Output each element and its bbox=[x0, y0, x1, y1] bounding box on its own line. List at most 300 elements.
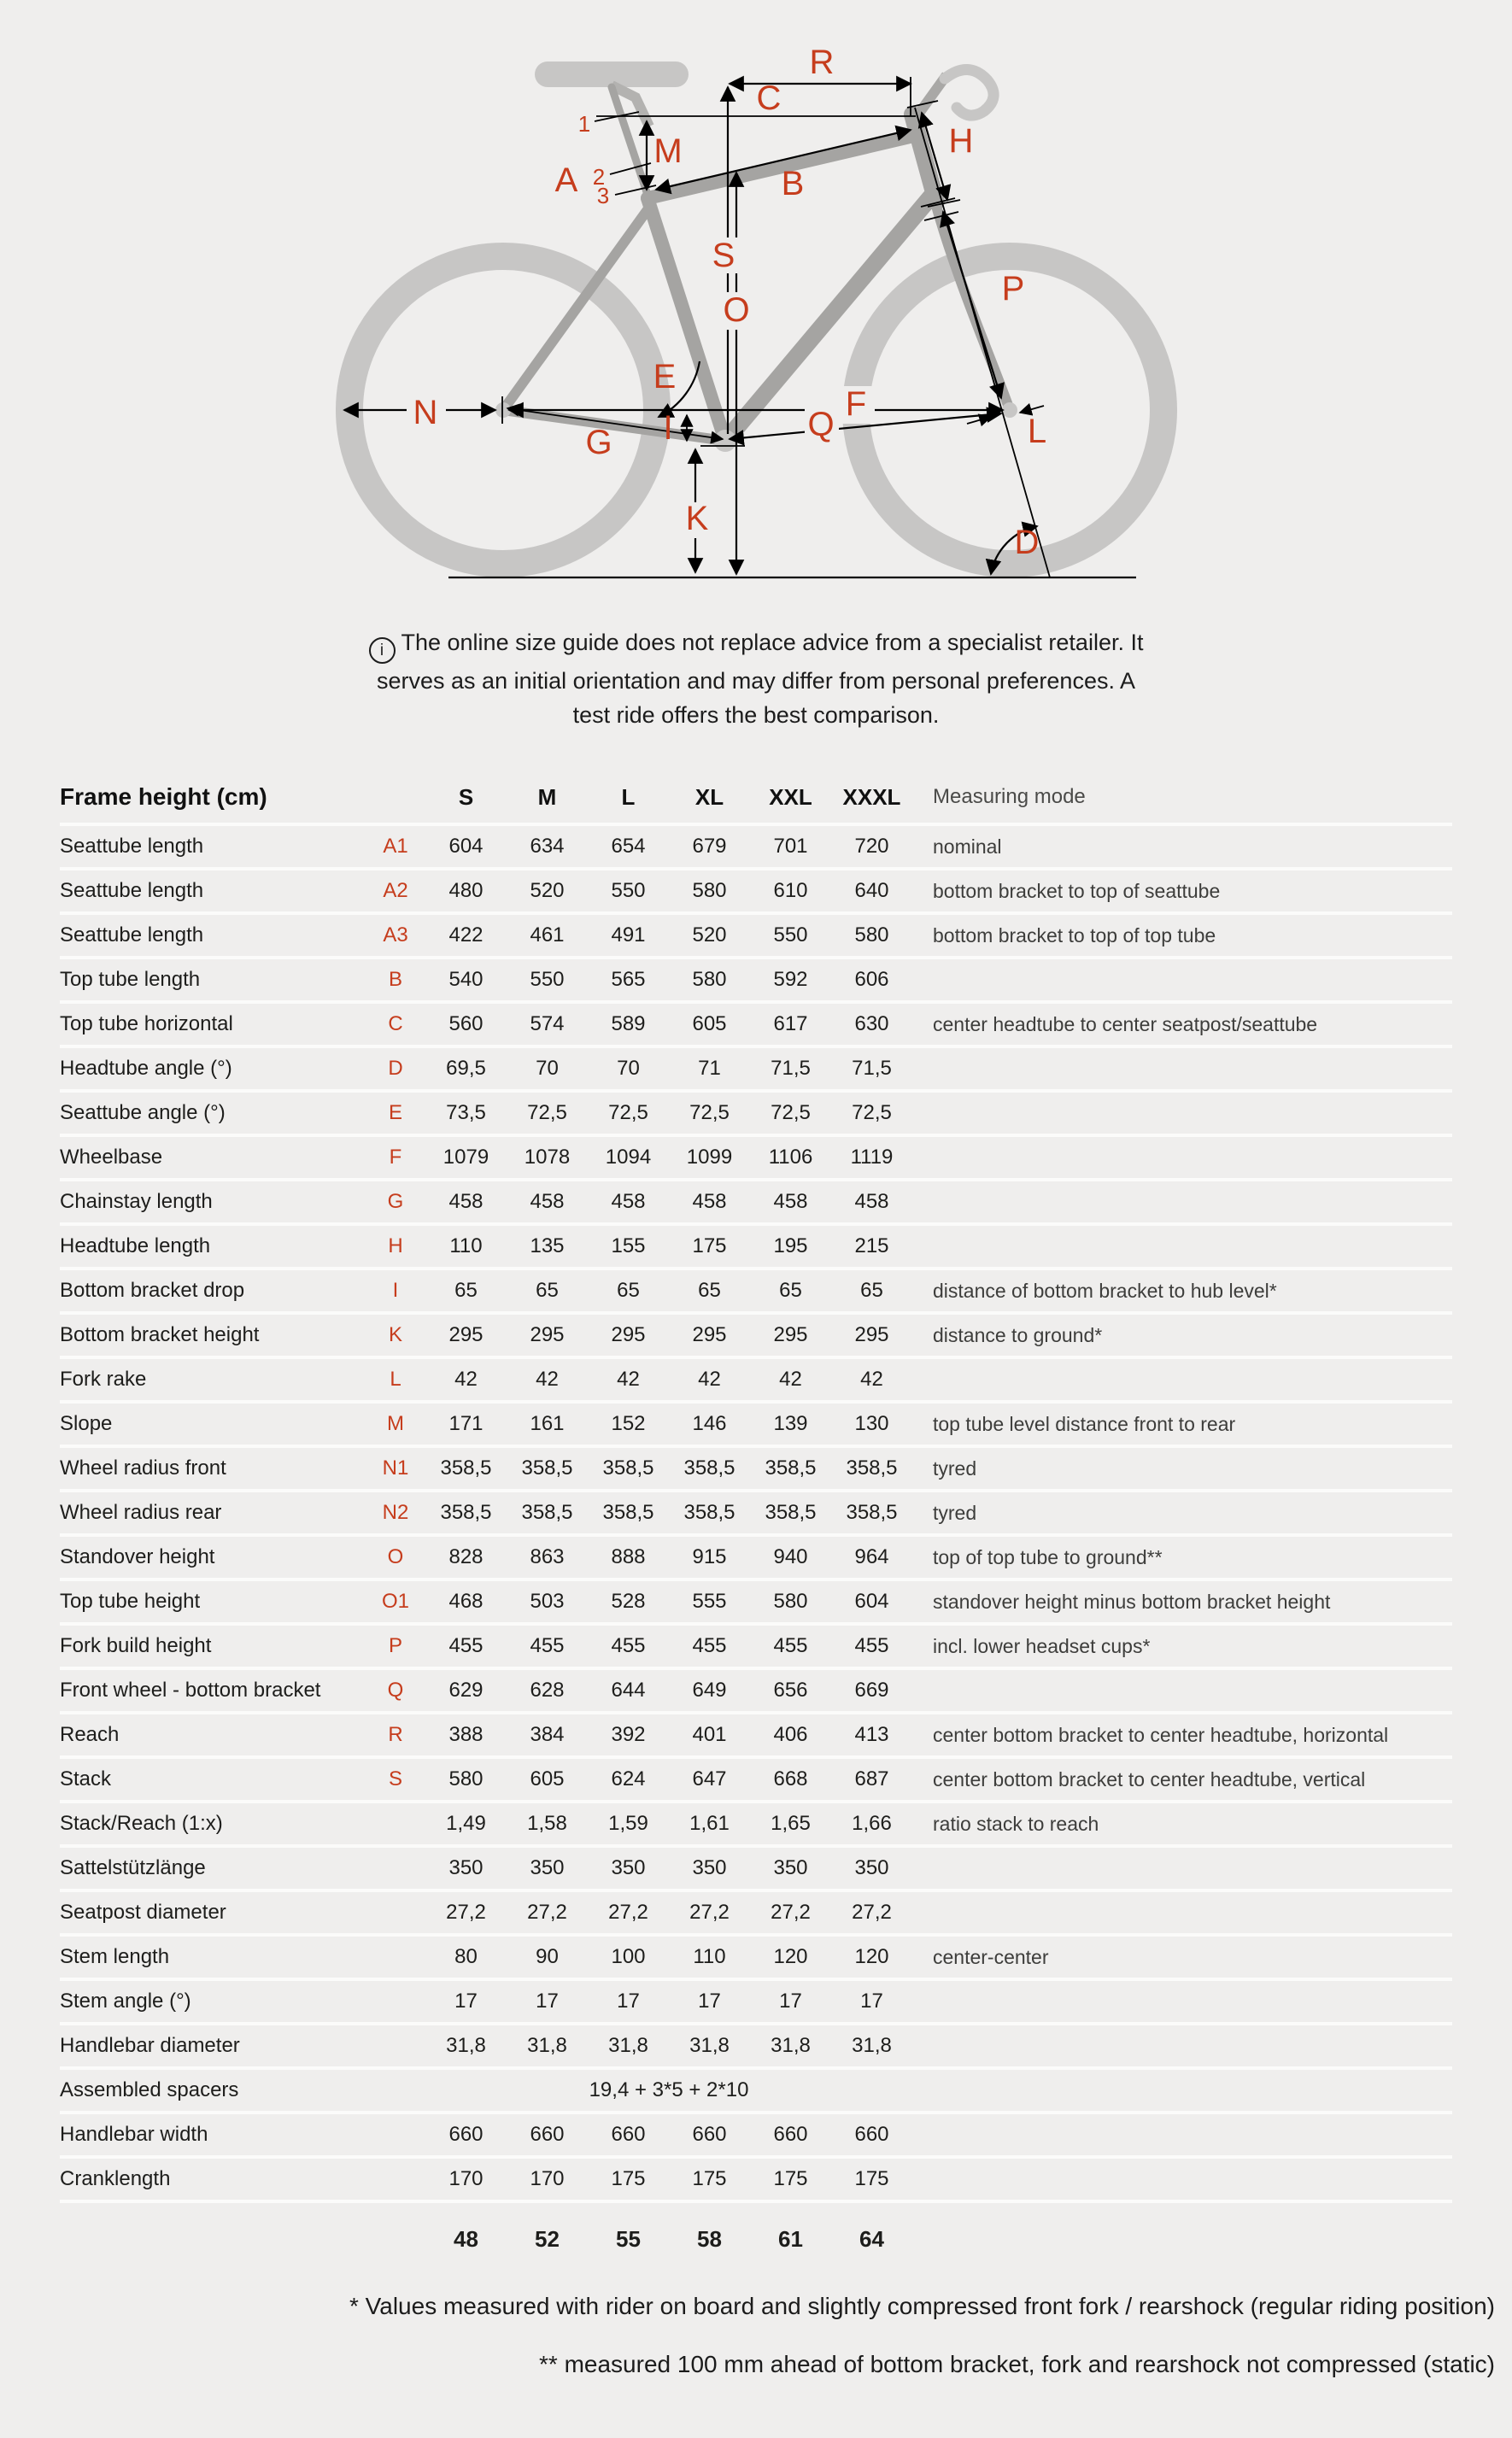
row-value: 31,8 bbox=[689, 2034, 730, 2057]
row-value: 42 bbox=[698, 1368, 721, 1391]
row-value: 358,5 bbox=[602, 1501, 654, 1524]
row-value: 350 bbox=[692, 1856, 727, 1879]
row-code: N2 bbox=[382, 1501, 409, 1524]
row-value: 358,5 bbox=[440, 1501, 492, 1524]
row-value: 72,5 bbox=[771, 1101, 811, 1124]
row-value: 72,5 bbox=[527, 1101, 567, 1124]
row-value: 358,5 bbox=[765, 1501, 817, 1524]
row-value: 640 bbox=[854, 879, 889, 902]
row-value: 358,5 bbox=[521, 1456, 573, 1480]
table-row bbox=[60, 1181, 1452, 1226]
row-value: 455 bbox=[773, 1634, 808, 1657]
row-value: 455 bbox=[692, 1634, 727, 1657]
row-value: 480 bbox=[448, 879, 483, 902]
row-code: M bbox=[387, 1412, 404, 1435]
row-value: 1078 bbox=[524, 1146, 571, 1169]
row-value: 580 bbox=[773, 1590, 808, 1613]
diagram-label-1: 1 bbox=[577, 111, 591, 137]
row-value: 555 bbox=[692, 1590, 727, 1613]
row-label: Bottom bracket drop bbox=[60, 1279, 245, 1302]
table-row bbox=[60, 1892, 1452, 1937]
row-code: S bbox=[388, 1767, 402, 1790]
row-measuring-mode: center bottom bracket to center headtube, horizontal bbox=[933, 1723, 1389, 1746]
row-value: 72,5 bbox=[689, 1101, 730, 1124]
diagram-label-e: E bbox=[653, 358, 677, 396]
row-value: 863 bbox=[530, 1545, 565, 1568]
row-value: 550 bbox=[773, 923, 808, 946]
row-value: 660 bbox=[854, 2123, 889, 2146]
info-note-line: test ride offers the best comparison. bbox=[572, 702, 940, 728]
row-measuring-mode: top of top tube to ground** bbox=[933, 1545, 1163, 1568]
row-value: 580 bbox=[692, 968, 727, 991]
header-size-l: L bbox=[621, 783, 636, 810]
row-value: 71,5 bbox=[852, 1057, 892, 1080]
row-value: 660 bbox=[692, 2123, 727, 2146]
table-row bbox=[60, 2114, 1452, 2159]
diagram-label-3: 3 bbox=[596, 183, 610, 208]
table-row bbox=[60, 959, 1452, 1004]
table-row bbox=[60, 2025, 1452, 2070]
footer-size-cm: 58 bbox=[697, 2225, 722, 2252]
row-value: 295 bbox=[773, 1323, 808, 1346]
row-value: 295 bbox=[692, 1323, 727, 1346]
row-value: 65 bbox=[860, 1279, 883, 1302]
table-row bbox=[60, 1448, 1452, 1492]
row-value: 72,5 bbox=[852, 1101, 892, 1124]
row-value: 964 bbox=[854, 1545, 889, 1568]
row-value: 520 bbox=[530, 879, 565, 902]
row-value: 42 bbox=[779, 1368, 802, 1391]
row-value: 175 bbox=[611, 2167, 646, 2190]
row-label: Cranklength bbox=[60, 2167, 171, 2190]
row-label: Seattube length bbox=[60, 879, 204, 902]
row-value: 1079 bbox=[442, 1146, 489, 1169]
diagram-label-d: D bbox=[1014, 524, 1040, 561]
bike-diagram-svg bbox=[282, 24, 1239, 622]
row-value: 413 bbox=[854, 1723, 889, 1746]
table-row bbox=[60, 1492, 1452, 1537]
footer-size-cm: 55 bbox=[616, 2225, 641, 2252]
row-value: 146 bbox=[692, 1412, 727, 1435]
row-value: 110 bbox=[449, 1234, 483, 1257]
row-value: 604 bbox=[448, 835, 483, 858]
row-span-value: 19,4 + 3*5 + 2*10 bbox=[589, 2078, 749, 2101]
row-value: 624 bbox=[611, 1767, 646, 1790]
row-value: 139 bbox=[773, 1412, 808, 1435]
row-value: 350 bbox=[530, 1856, 565, 1879]
row-label: Handlebar width bbox=[60, 2123, 208, 2146]
diagram-label-a: A bbox=[554, 161, 578, 199]
row-measuring-mode: top tube level distance front to rear bbox=[933, 1412, 1236, 1435]
row-measuring-mode: tyred bbox=[933, 1501, 977, 1524]
row-label: Wheel radius rear bbox=[60, 1501, 222, 1524]
row-value: 392 bbox=[611, 1723, 646, 1746]
row-value: 27,2 bbox=[527, 1901, 567, 1924]
info-icon: i bbox=[369, 637, 396, 664]
diagram-label-2: 2 bbox=[592, 164, 606, 190]
row-value: 31,8 bbox=[446, 2034, 486, 2057]
row-value: 171 bbox=[448, 1412, 483, 1435]
row-code: K bbox=[388, 1323, 402, 1346]
row-value: 668 bbox=[773, 1767, 808, 1790]
row-code: I bbox=[392, 1279, 399, 1302]
row-label: Assembled spacers bbox=[60, 2078, 239, 2101]
row-label: Stack/Reach (1:x) bbox=[60, 1812, 223, 1835]
row-measuring-mode: distance of bottom bracket to hub level* bbox=[933, 1279, 1277, 1302]
row-value: 358,5 bbox=[440, 1456, 492, 1480]
row-value: 679 bbox=[692, 835, 727, 858]
row-value: 295 bbox=[854, 1323, 889, 1346]
diagram-label-r: R bbox=[809, 44, 835, 81]
row-value: 1,58 bbox=[527, 1812, 567, 1835]
row-value: 660 bbox=[530, 2123, 565, 2146]
row-value: 656 bbox=[773, 1679, 808, 1702]
row-value: 73,5 bbox=[446, 1101, 486, 1124]
table-row bbox=[60, 1670, 1452, 1714]
row-value: 175 bbox=[854, 2167, 889, 2190]
row-value: 720 bbox=[854, 835, 889, 858]
row-code: C bbox=[388, 1012, 403, 1035]
row-value: 401 bbox=[692, 1723, 727, 1746]
row-value: 1,61 bbox=[689, 1812, 730, 1835]
header-size-m: M bbox=[537, 783, 557, 810]
row-value: 630 bbox=[854, 1012, 889, 1035]
row-label: Fork rake bbox=[60, 1368, 147, 1391]
row-label: Standover height bbox=[60, 1545, 215, 1568]
row-value: 215 bbox=[854, 1234, 889, 1257]
table-row bbox=[60, 1981, 1452, 2025]
diagram-label-h: H bbox=[948, 122, 974, 160]
row-value: 152 bbox=[611, 1412, 646, 1435]
row-value: 350 bbox=[611, 1856, 646, 1879]
table-row bbox=[60, 1581, 1452, 1626]
row-value: 358,5 bbox=[521, 1501, 573, 1524]
row-label: Front wheel - bottom bracket bbox=[60, 1679, 321, 1702]
row-value: 70 bbox=[617, 1057, 640, 1080]
row-code: R bbox=[388, 1723, 403, 1746]
row-value: 574 bbox=[530, 1012, 565, 1035]
row-value: 660 bbox=[448, 2123, 483, 2146]
row-measuring-mode: standover height minus bottom bracket height bbox=[933, 1590, 1331, 1613]
row-value: 130 bbox=[854, 1412, 889, 1435]
row-value: 170 bbox=[530, 2167, 565, 2190]
row-value: 42 bbox=[454, 1368, 478, 1391]
geometry-table bbox=[60, 771, 1452, 2259]
footer-size-cm: 48 bbox=[454, 2225, 478, 2252]
row-code: P bbox=[388, 1634, 402, 1657]
info-note bbox=[329, 625, 1183, 732]
row-value: 31,8 bbox=[527, 2034, 567, 2057]
table-row bbox=[60, 1226, 1452, 1270]
row-code: A2 bbox=[383, 879, 408, 902]
row-measuring-mode: nominal bbox=[933, 835, 1002, 858]
table-row bbox=[60, 1626, 1452, 1670]
row-measuring-mode: ratio stack to reach bbox=[933, 1812, 1099, 1835]
row-value: 358,5 bbox=[846, 1501, 898, 1524]
row-value: 628 bbox=[530, 1679, 565, 1702]
diagram-label-i: I bbox=[663, 409, 673, 447]
row-code: B bbox=[388, 968, 402, 991]
row-value: 110 bbox=[693, 1945, 726, 1968]
header-size-xl: XL bbox=[694, 783, 724, 810]
row-value: 550 bbox=[530, 968, 565, 991]
row-label: Stem length bbox=[60, 1945, 170, 1968]
row-label: Top tube length bbox=[60, 968, 201, 991]
row-value: 1094 bbox=[605, 1146, 652, 1169]
row-value: 610 bbox=[773, 879, 808, 902]
row-label: Wheelbase bbox=[60, 1146, 163, 1169]
info-note-line bbox=[329, 625, 1183, 664]
table-row bbox=[60, 2070, 1452, 2114]
row-measuring-mode: center-center bbox=[933, 1945, 1049, 1968]
row-value: 175 bbox=[692, 1234, 727, 1257]
footer-size-cm: 64 bbox=[859, 2225, 884, 2252]
row-label: Headtube angle (°) bbox=[60, 1057, 232, 1080]
row-value: 90 bbox=[536, 1945, 559, 1968]
row-value: 660 bbox=[611, 2123, 646, 2146]
row-value: 1099 bbox=[686, 1146, 733, 1169]
footnote-1: * Values measured with rider on board and slightly compressed front fork / rearshock (regular riding position) bbox=[349, 2293, 1495, 2319]
handlebar-icon bbox=[916, 69, 993, 118]
row-value: 120 bbox=[773, 1945, 808, 1968]
table-title: Frame height (cm) bbox=[60, 783, 267, 810]
table-footer-row bbox=[60, 2218, 1452, 2259]
row-value: 27,2 bbox=[771, 1901, 811, 1924]
row-value: 1,65 bbox=[771, 1812, 811, 1835]
row-value: 69,5 bbox=[446, 1057, 486, 1080]
row-code: A3 bbox=[383, 923, 408, 946]
row-code: O bbox=[387, 1545, 404, 1568]
row-measuring-mode: center headtube to center seatpost/seattube bbox=[933, 1012, 1318, 1035]
row-value: 358,5 bbox=[602, 1456, 654, 1480]
table-row bbox=[60, 870, 1452, 915]
row-value: 295 bbox=[611, 1323, 646, 1346]
row-value: 455 bbox=[530, 1634, 565, 1657]
diagram-label-c: C bbox=[756, 79, 782, 117]
diagram-labels bbox=[413, 44, 1047, 561]
row-value: 605 bbox=[692, 1012, 727, 1035]
row-code: A1 bbox=[383, 835, 408, 858]
row-label: Seattube length bbox=[60, 923, 204, 946]
row-value: 80 bbox=[454, 1945, 478, 1968]
row-value: 660 bbox=[773, 2123, 808, 2146]
row-value: 17 bbox=[779, 1990, 802, 2013]
diagram-label-q: Q bbox=[807, 406, 835, 443]
row-code: N1 bbox=[382, 1456, 409, 1480]
table-row bbox=[60, 1537, 1452, 1581]
row-value: 65 bbox=[617, 1279, 640, 1302]
row-value: 458 bbox=[611, 1190, 646, 1213]
diagram-label-m: M bbox=[653, 132, 683, 170]
row-value: 1,66 bbox=[852, 1812, 892, 1835]
row-value: 120 bbox=[854, 1945, 889, 1968]
row-value: 687 bbox=[854, 1767, 889, 1790]
row-value: 503 bbox=[530, 1590, 565, 1613]
row-value: 940 bbox=[773, 1545, 808, 1568]
row-value: 455 bbox=[854, 1634, 889, 1657]
row-code: G bbox=[387, 1190, 404, 1213]
row-value: 31,8 bbox=[608, 2034, 648, 2057]
row-value: 17 bbox=[860, 1990, 883, 2013]
table-body bbox=[60, 826, 1452, 2203]
row-value: 295 bbox=[530, 1323, 565, 1346]
row-value: 17 bbox=[617, 1990, 640, 2013]
table-row bbox=[60, 1714, 1452, 1759]
row-value: 350 bbox=[854, 1856, 889, 1879]
row-measuring-mode: incl. lower headset cups* bbox=[933, 1634, 1151, 1657]
row-value: 17 bbox=[454, 1990, 478, 2013]
row-value: 27,2 bbox=[852, 1901, 892, 1924]
row-code: D bbox=[388, 1057, 403, 1080]
row-value: 520 bbox=[692, 923, 727, 946]
row-code: L bbox=[390, 1368, 401, 1391]
row-value: 461 bbox=[530, 923, 565, 946]
table-row bbox=[60, 1937, 1452, 1981]
diagram-label-g: G bbox=[585, 424, 612, 461]
header-measuring-mode: Measuring mode bbox=[933, 785, 1086, 808]
table-row bbox=[60, 2159, 1452, 2203]
row-value: 358,5 bbox=[683, 1456, 735, 1480]
row-value: 65 bbox=[779, 1279, 802, 1302]
row-value: 72,5 bbox=[608, 1101, 648, 1124]
row-label: Seattube length bbox=[60, 835, 204, 858]
row-value: 170 bbox=[448, 2167, 483, 2190]
diagram-label-l: L bbox=[1027, 413, 1047, 450]
row-value: 358,5 bbox=[683, 1501, 735, 1524]
row-value: 65 bbox=[698, 1279, 721, 1302]
row-value: 634 bbox=[530, 835, 565, 858]
table-row bbox=[60, 1048, 1452, 1093]
table-header bbox=[60, 771, 1452, 826]
row-value: 65 bbox=[536, 1279, 559, 1302]
row-value: 468 bbox=[448, 1590, 483, 1613]
row-value: 458 bbox=[773, 1190, 808, 1213]
row-value: 617 bbox=[773, 1012, 808, 1035]
row-label: Top tube height bbox=[60, 1590, 201, 1613]
row-value: 589 bbox=[611, 1012, 646, 1035]
header-size-s: S bbox=[458, 783, 474, 810]
row-value: 295 bbox=[448, 1323, 483, 1346]
row-value: 458 bbox=[448, 1190, 483, 1213]
row-value: 42 bbox=[860, 1368, 883, 1391]
row-value: 388 bbox=[448, 1723, 483, 1746]
row-code: E bbox=[388, 1101, 402, 1124]
row-measuring-mode: tyred bbox=[933, 1456, 977, 1480]
row-label: Bottom bracket height bbox=[60, 1323, 260, 1346]
diagram-label-n: N bbox=[413, 394, 438, 431]
diagram-label-o: O bbox=[723, 291, 750, 329]
row-label: Chainstay length bbox=[60, 1190, 213, 1213]
diagram-label-b: B bbox=[781, 165, 805, 202]
row-code: F bbox=[389, 1146, 402, 1169]
row-value: 42 bbox=[617, 1368, 640, 1391]
row-value: 647 bbox=[692, 1767, 727, 1790]
row-label: Seatpost diameter bbox=[60, 1901, 226, 1924]
row-value: 580 bbox=[854, 923, 889, 946]
row-label: Stack bbox=[60, 1767, 112, 1790]
header-size-xxxl: XXXL bbox=[842, 783, 901, 810]
row-value: 915 bbox=[692, 1545, 727, 1568]
table-row bbox=[60, 1093, 1452, 1137]
row-value: 540 bbox=[448, 968, 483, 991]
row-value: 528 bbox=[611, 1590, 646, 1613]
diagram-label-k: K bbox=[685, 500, 709, 537]
row-value: 580 bbox=[448, 1767, 483, 1790]
row-value: 27,2 bbox=[689, 1901, 730, 1924]
row-value: 888 bbox=[611, 1545, 646, 1568]
row-value: 701 bbox=[773, 835, 808, 858]
row-value: 604 bbox=[854, 1590, 889, 1613]
row-value: 406 bbox=[773, 1723, 808, 1746]
row-label: Sattelstützlänge bbox=[60, 1856, 206, 1879]
row-value: 135 bbox=[530, 1234, 565, 1257]
row-value: 1119 bbox=[850, 1146, 894, 1169]
row-value: 458 bbox=[692, 1190, 727, 1213]
row-value: 455 bbox=[611, 1634, 646, 1657]
row-measuring-mode: bottom bracket to top of seattube bbox=[933, 879, 1221, 902]
table-row bbox=[60, 1137, 1452, 1181]
diagram-label-s: S bbox=[712, 237, 735, 274]
row-value: 592 bbox=[773, 968, 808, 991]
row-label: Headtube length bbox=[60, 1234, 211, 1257]
row-value: 70 bbox=[536, 1057, 559, 1080]
row-value: 458 bbox=[854, 1190, 889, 1213]
row-value: 649 bbox=[692, 1679, 727, 1702]
row-label: Seattube angle (°) bbox=[60, 1101, 226, 1124]
row-value: 71,5 bbox=[771, 1057, 811, 1080]
diagram-label-f: F bbox=[845, 385, 867, 423]
row-value: 669 bbox=[854, 1679, 889, 1702]
row-measuring-mode: distance to ground* bbox=[933, 1323, 1103, 1346]
info-note-text: The online size guide does not replace advice from a specialist retailer. It bbox=[401, 630, 1144, 655]
table-row bbox=[60, 1004, 1452, 1048]
table-row bbox=[60, 1848, 1452, 1892]
row-value: 161 bbox=[530, 1412, 565, 1435]
row-value: 828 bbox=[448, 1545, 483, 1568]
row-value: 550 bbox=[611, 879, 646, 902]
row-value: 1,49 bbox=[446, 1812, 486, 1835]
row-value: 644 bbox=[611, 1679, 646, 1702]
diagram-label-p: P bbox=[1001, 270, 1025, 308]
info-note-line: serves as an initial orientation and may differ from personal preferences. A bbox=[377, 668, 1135, 694]
row-value: 195 bbox=[773, 1234, 808, 1257]
table-row bbox=[60, 1315, 1452, 1359]
row-value: 565 bbox=[611, 968, 646, 991]
row-value: 580 bbox=[692, 879, 727, 902]
row-value: 100 bbox=[611, 1945, 646, 1968]
row-value: 31,8 bbox=[852, 2034, 892, 2057]
table-row bbox=[60, 826, 1452, 870]
row-value: 65 bbox=[454, 1279, 478, 1302]
row-label: Fork build height bbox=[60, 1634, 212, 1657]
row-value: 654 bbox=[611, 835, 646, 858]
row-value: 42 bbox=[536, 1368, 559, 1391]
table-row bbox=[60, 1803, 1452, 1848]
table-row bbox=[60, 1270, 1452, 1315]
row-code: H bbox=[388, 1234, 403, 1257]
row-value: 358,5 bbox=[765, 1456, 817, 1480]
footer-size-cm: 61 bbox=[778, 2225, 803, 2252]
row-value: 422 bbox=[448, 923, 483, 946]
row-value: 458 bbox=[530, 1190, 565, 1213]
row-value: 155 bbox=[611, 1234, 646, 1257]
row-value: 31,8 bbox=[771, 2034, 811, 2057]
table-row bbox=[60, 1759, 1452, 1803]
row-value: 606 bbox=[854, 968, 889, 991]
row-value: 629 bbox=[448, 1679, 483, 1702]
row-value: 27,2 bbox=[608, 1901, 648, 1924]
row-value: 17 bbox=[698, 1990, 721, 2013]
